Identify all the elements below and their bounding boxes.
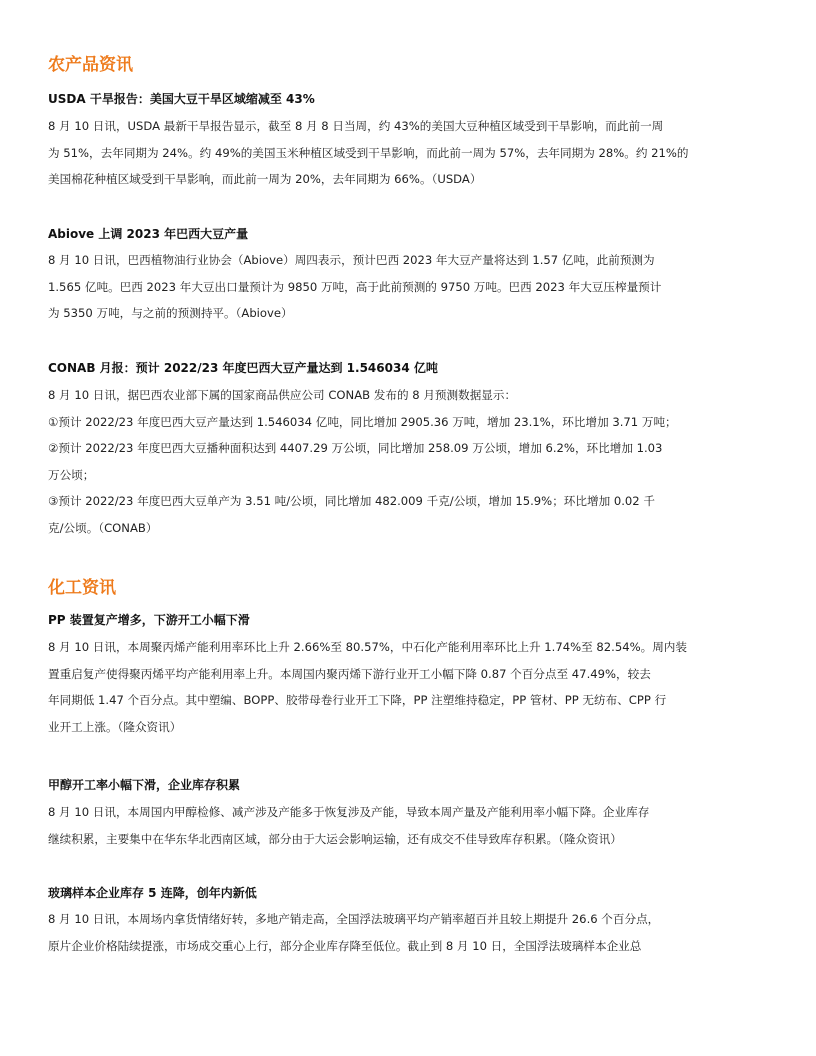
text-line: 8 月 10 日讯，USDA 最新干旱报告显示，截至 8 月 8 日当周，约 43%的美国大豆种植区域受到干旱影响，而此前一周: [48, 119, 664, 133]
article-title-usda-drought: USDA 干旱报告：美国大豆干旱区域缩减至 43%: [48, 92, 315, 106]
text-line: 业开工上涨。（隆众资讯）: [48, 719, 182, 734]
text-line: 8 月 10 日讯，本周场内拿货情绪好转，多地产销走高，全国浮法玻璃平均产销率超百并且较上期提升 26.6 个百分点，: [48, 912, 660, 926]
text-line: 年同期低 1.47 个百分点。其中塑编、BOPP、胶带母卷行业开工下降，PP 注塑维持稳定，PP 管材、PP 无纺布、CPP 行: [48, 693, 667, 707]
text-line: ②预计 2022/23 年度巴西大豆播种面积达到 4407.29 万公顷，同比增加 258.09 万公顷，增加 6.2%，环比增加 1.03: [48, 441, 663, 455]
article-body-abiove: [48, 247, 772, 327]
text-line: 8 月 10 日讯，巴西植物油行业协会（Abiove）周四表示，预计巴西 2023 年大豆产量将达到 1.57 亿吨，此前预测为: [48, 253, 655, 267]
text-line: 置重启复产使得聚丙烯平均产能利用率上升。本周国内聚丙烯下游行业开工小幅下降 0.87 个百分点至 47.49%，较去: [48, 666, 651, 681]
text-line: 1.565 亿吨。巴西 2023 年大豆出口量预计为 9850 万吨，高于此前预测的 9750 万吨。巴西 2023 年大豆压榨量预计: [48, 279, 662, 294]
article-body-usda-drought: [48, 113, 772, 193]
section-title-chemicals: 化工资讯: [48, 578, 116, 598]
text-line: 克/公顷。（CONAB）: [48, 520, 158, 535]
article-title-glass: 玻璃样本企业库存 5 连降，创年内新低: [48, 886, 257, 900]
article-body-methanol: [48, 799, 772, 852]
article-body-conab: [48, 382, 772, 541]
article-body-pp: [48, 634, 772, 740]
text-line: 8 月 10 日讯，据巴西农业部下属的国家商品供应公司 CONAB 发布的 8 月预测数据显示：: [48, 388, 517, 402]
article-body-glass: [48, 906, 772, 959]
text-line: 美国棉花种植区域受到干旱影响，而此前一周为 20%，去年同期为 66%。（USDA）: [48, 172, 482, 186]
section-title-agriculture: 农产品资讯: [48, 55, 133, 75]
text-line: ①预计 2022/23 年度巴西大豆产量达到 1.546034 亿吨，同比增加 2905.36 万吨，增加 23.1%，环比增加 3.71 万吨；: [48, 414, 677, 429]
text-line: 为 51%，去年同期为 24%。约 49%的美国玉米种植区域受到干旱影响，而此前一周为 57%，去年同期为 28%。约 21%的: [48, 145, 689, 160]
text-line: 万公顷；: [48, 467, 95, 482]
text-line: ③预计 2022/23 年度巴西大豆单产为 3.51 吨/公顷，同比增加 482.009 千克/公顷，增加 15.9%；环比增加 0.02 千: [48, 494, 655, 508]
article-title-methanol: 甲醇开工率小幅下滑，企业库存积累: [48, 778, 241, 792]
text-line: 8 月 10 日讯，本周国内甲醇检修、减产涉及产能多于恢复涉及产能，导致本周产量及产能利用率小幅下降。企业库存: [48, 805, 650, 819]
article-title-conab: CONAB 月报：预计 2022/23 年度巴西大豆产量达到 1.546034 亿吨: [48, 361, 438, 375]
text-line: 继续积累，主要集中在华东华北西南区域，部分由于大运会影响运输，还有成交不佳导致库存积累。（隆众资讯）: [48, 831, 622, 846]
article-title-pp: PP 装置复产增多，下游开工小幅下滑: [48, 613, 250, 627]
text-line: 为 5350 万吨，与之前的预测持平。（Abiove）: [48, 306, 293, 320]
text-line: 8 月 10 日讯，本周聚丙烯产能利用率环比上升 2.66%至 80.57%，中石化产能利用率环比上升 1.74%至 82.54%。周内装: [48, 640, 687, 654]
text-line: 原片企业价格陆续提涨，市场成交重心上行，部分企业库存降至低位。截止到 8 月 10 日，全国浮法玻璃样本企业总: [48, 938, 642, 953]
article-title-abiove: Abiove 上调 2023 年巴西大豆产量: [48, 227, 249, 241]
